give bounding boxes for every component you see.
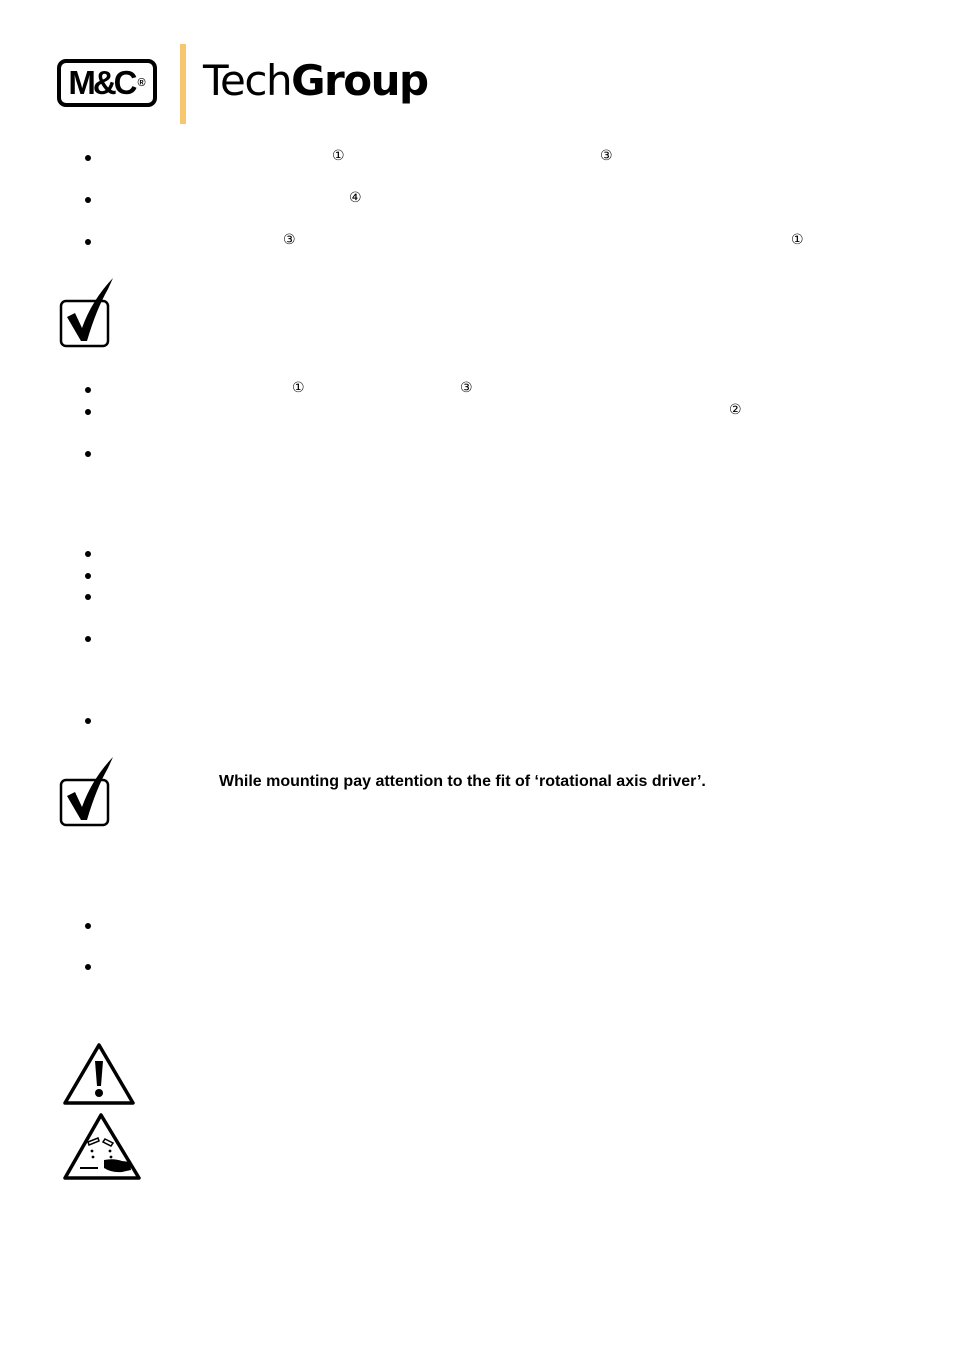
list-bullet: [85, 239, 91, 245]
checkmark-box-icon: [58, 276, 116, 350]
mounting-note: While mounting pay attention to the fit of ‘rotational axis driver’.: [219, 773, 706, 790]
list-bullet: [85, 636, 91, 642]
list-bullet: [85, 451, 91, 457]
list-bullet: [85, 573, 91, 579]
techgroup-logo: [203, 56, 428, 105]
callout-marker: ③: [283, 232, 296, 248]
corrosive-hazard-icon: [62, 1112, 142, 1182]
callout-marker: ④: [349, 190, 362, 206]
warning-icon: [62, 1042, 136, 1106]
checkmark-box-icon: [58, 755, 116, 829]
callout-marker: ③: [460, 380, 473, 396]
list-bullet: [85, 551, 91, 557]
list-bullet: [85, 718, 91, 724]
list-bullet: [85, 964, 91, 970]
callout-marker: ①: [292, 380, 305, 396]
list-bullet: [85, 594, 91, 600]
callout-marker: ①: [791, 232, 804, 248]
callout-marker: ③: [600, 148, 613, 164]
list-bullet: [85, 923, 91, 929]
logo-divider: [180, 44, 186, 124]
brand-group: Group: [291, 56, 428, 105]
list-bullet: [85, 387, 91, 393]
logo-text: M&C: [68, 63, 135, 101]
callout-marker: ①: [332, 148, 345, 164]
list-bullet: [85, 197, 91, 203]
callout-marker: ②: [729, 402, 742, 418]
mc-logo: [57, 59, 157, 107]
logo-registered-mark: ®: [137, 77, 146, 89]
list-bullet: [85, 155, 91, 161]
list-bullet: [85, 409, 91, 415]
brand-tech: Tech: [203, 56, 292, 105]
